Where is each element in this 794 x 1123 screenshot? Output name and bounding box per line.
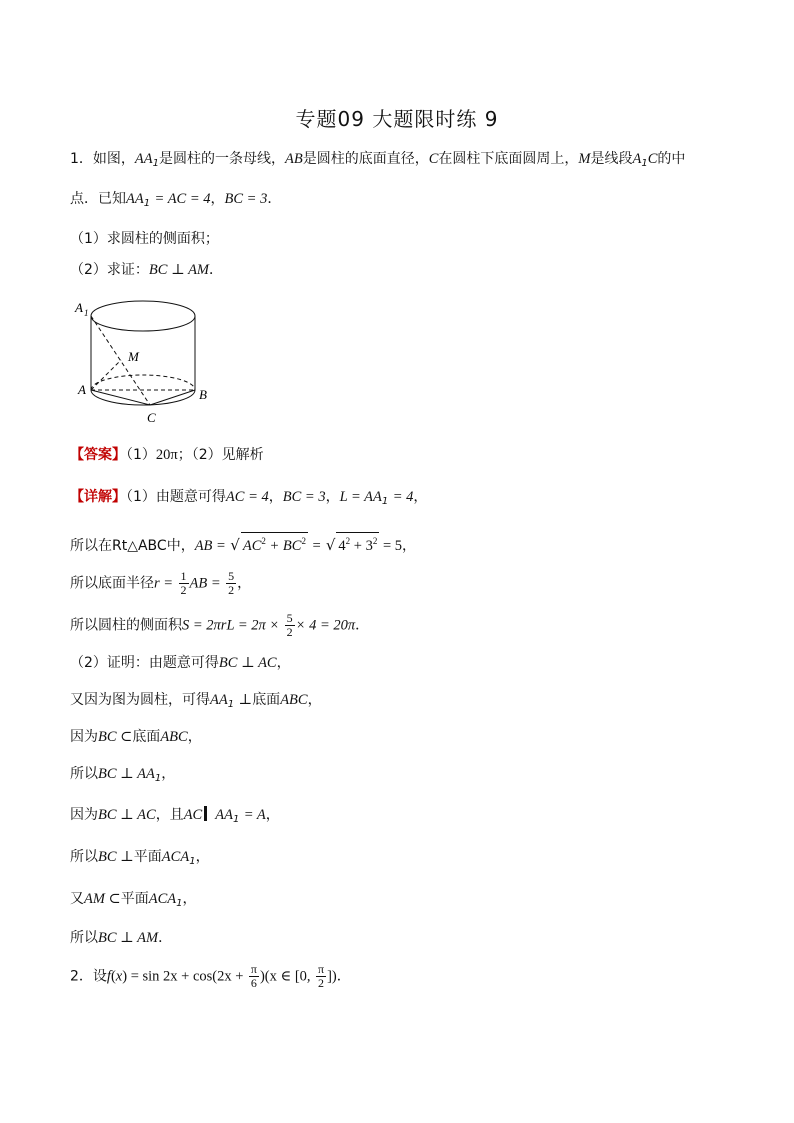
math: + 3	[350, 538, 373, 554]
math: ABC	[160, 729, 188, 745]
detail-line5	[70, 653, 291, 673]
detail-line6	[70, 690, 322, 715]
math-m: M	[578, 151, 591, 167]
math: AB =	[189, 575, 221, 592]
math-aa1: AA	[126, 191, 144, 207]
detail-line1	[70, 487, 427, 512]
fraction	[179, 570, 189, 597]
label-b: B	[199, 387, 207, 402]
bottom-back-arc	[91, 375, 195, 390]
math: = A	[243, 807, 266, 823]
math-aa1: AA	[134, 151, 153, 167]
text: 所以在Rt△ABC中，	[70, 538, 195, 554]
math: S = 2πrL = 2π ×	[182, 617, 280, 634]
math: 4	[338, 538, 346, 554]
label-a1-sub: 1	[84, 308, 89, 318]
numerator: 1	[180, 569, 187, 583]
math-eq: BC = 3	[224, 191, 268, 207]
text: ，	[161, 766, 176, 782]
detail-line3	[70, 570, 251, 597]
subscript: 1	[154, 773, 162, 784]
text: ．	[336, 968, 351, 985]
answer-line	[70, 445, 264, 465]
text: 因为	[70, 807, 98, 823]
text: ，	[325, 489, 340, 505]
label-m: M	[128, 349, 139, 364]
math: r =	[154, 575, 174, 592]
text: （1）由题意可得	[126, 489, 226, 505]
cylinder-diagram	[70, 294, 230, 434]
text: ，	[413, 489, 428, 505]
math: 20π	[155, 447, 178, 463]
math: AA	[210, 692, 228, 708]
text: 底面	[252, 692, 281, 708]
denominator: 2	[180, 583, 187, 597]
text: ，	[276, 655, 291, 671]
sqrt-icon: √	[230, 536, 240, 554]
text: 是圆柱的底面直径，	[302, 151, 429, 167]
subscript: 1	[232, 814, 240, 825]
text: 平面	[133, 849, 162, 865]
math: BC ⊥ AC	[98, 807, 156, 823]
text: 2．设	[70, 968, 107, 985]
math: + BC	[265, 538, 302, 554]
text: ，且	[155, 807, 184, 823]
math: AC	[183, 807, 203, 823]
q1-line1	[70, 149, 685, 174]
math: × 4 = 20π	[295, 617, 356, 634]
math: BC ⊂	[98, 729, 133, 745]
fraction	[285, 612, 295, 639]
q1-line2	[70, 189, 281, 214]
denominator: 2	[318, 976, 325, 990]
q1-part2	[70, 260, 223, 280]
cylinder-figure	[70, 294, 230, 438]
numerator: 5	[228, 569, 235, 583]
denominator: 6	[250, 976, 257, 990]
text: 在圆柱下底面圆周上，	[438, 151, 579, 167]
text: ，	[268, 489, 283, 505]
text: ，	[265, 807, 280, 823]
math: AM ⊂	[84, 891, 121, 907]
label-a: A	[78, 382, 86, 397]
math-c: C	[428, 151, 439, 167]
text: 因为	[70, 729, 98, 745]
fraction	[316, 963, 326, 990]
text: （2）求证：	[70, 262, 149, 278]
subscript: 1	[189, 856, 196, 867]
text: 底面	[132, 729, 161, 745]
intersection-mark	[204, 806, 207, 821]
math-c: C	[647, 151, 658, 167]
detail-line9	[70, 805, 280, 830]
math: )(x ∈ [0,	[259, 968, 311, 985]
top-ellipse	[91, 301, 195, 331]
superscript: 2	[261, 536, 266, 546]
text: 点．已知	[70, 191, 126, 207]
text: ，	[307, 692, 322, 708]
text: ．	[355, 617, 370, 634]
q2-line	[70, 963, 351, 990]
subscript: 1	[641, 158, 648, 169]
math: AB =	[194, 538, 226, 554]
text: ．	[209, 262, 224, 278]
math: AC	[242, 538, 262, 554]
superscript: 2	[372, 536, 378, 546]
detail-line12	[70, 928, 172, 948]
segment-am	[91, 360, 121, 390]
radicand	[241, 532, 308, 554]
text: 所以	[70, 766, 98, 782]
superscript: 2	[301, 536, 306, 546]
text: ，	[237, 575, 252, 592]
math: =	[307, 538, 322, 554]
numerator: 5	[286, 611, 293, 625]
math: ACA	[148, 891, 177, 907]
text: 所以圆柱的侧面积	[70, 617, 182, 634]
math: BC ⊥ AA	[98, 766, 155, 782]
math: (	[110, 968, 116, 985]
math: f	[106, 968, 111, 985]
text: 1．如图，	[70, 151, 135, 167]
math: AA	[215, 807, 233, 823]
detail-tag: 【详解】	[70, 489, 126, 505]
text: ，	[187, 729, 202, 745]
denominator: 2	[286, 625, 293, 639]
detail-line2	[70, 532, 416, 556]
math: = 5	[379, 538, 403, 554]
fraction	[249, 963, 259, 990]
detail-line11	[70, 889, 196, 914]
text: 是线段	[590, 151, 633, 167]
math: ACA	[161, 849, 190, 865]
text: ，	[402, 538, 417, 554]
math: L = AA	[339, 489, 382, 505]
answer-tag: 【答案】	[70, 447, 126, 463]
math: ABC	[280, 692, 308, 708]
subscript: 1	[176, 898, 183, 909]
denominator: 2	[228, 583, 235, 597]
math: BC ⊥ AM	[98, 930, 159, 946]
text: （1）	[126, 447, 156, 463]
math-ab: AB	[285, 151, 303, 167]
numerator: π	[318, 962, 325, 976]
text: 又	[70, 891, 84, 907]
q1-part1: （1）求圆柱的侧面积；	[70, 231, 219, 247]
numerator: π	[250, 962, 257, 976]
label-a1: A	[75, 300, 83, 315]
fraction	[226, 570, 236, 597]
subscript: 1	[152, 158, 160, 169]
subscript: 1	[143, 198, 151, 209]
math: BC ⊥ AM	[148, 262, 210, 278]
text: ，	[195, 849, 210, 865]
detail-line8	[70, 764, 175, 789]
label-c: C	[147, 410, 156, 425]
text: 所以底面半径	[70, 575, 154, 592]
detail-line4	[70, 612, 369, 639]
math-a: A	[632, 151, 642, 167]
math: ) = sin 2x + cos(2x +	[122, 968, 244, 985]
math-eq: = AC = 4	[154, 191, 211, 207]
math: ])	[327, 968, 337, 985]
text: ，	[210, 191, 225, 207]
text: 是圆柱的一条母线，	[159, 151, 286, 167]
text: ．	[158, 930, 173, 946]
page-title: 专题09 大题限时练 9	[295, 107, 499, 131]
math: x	[115, 968, 123, 985]
text: 的中	[657, 151, 686, 167]
text: 又因为图为圆柱，可得	[70, 692, 210, 708]
subscript: 1	[227, 699, 235, 710]
math: BC = 3	[282, 489, 326, 505]
detail-line10	[70, 847, 210, 872]
text: 所以	[70, 849, 98, 865]
radicand	[336, 532, 379, 554]
text: ，	[182, 891, 197, 907]
math: BC ⊥	[98, 849, 134, 865]
superscript: 2	[345, 536, 351, 546]
detail-line7	[70, 727, 202, 747]
text: ．	[267, 191, 282, 207]
sqrt-icon: √	[325, 536, 336, 554]
text: （2）证明：由题意可得	[70, 655, 219, 671]
math: BC ⊥ AC	[218, 655, 277, 671]
text: 平面	[120, 891, 149, 907]
text: ；（2）见解析	[177, 447, 264, 463]
subscript: 1	[381, 496, 389, 507]
math: AC = 4	[225, 489, 269, 505]
math: ⊥	[238, 692, 253, 708]
math: = 4	[392, 489, 414, 505]
text: 所以	[70, 930, 98, 946]
